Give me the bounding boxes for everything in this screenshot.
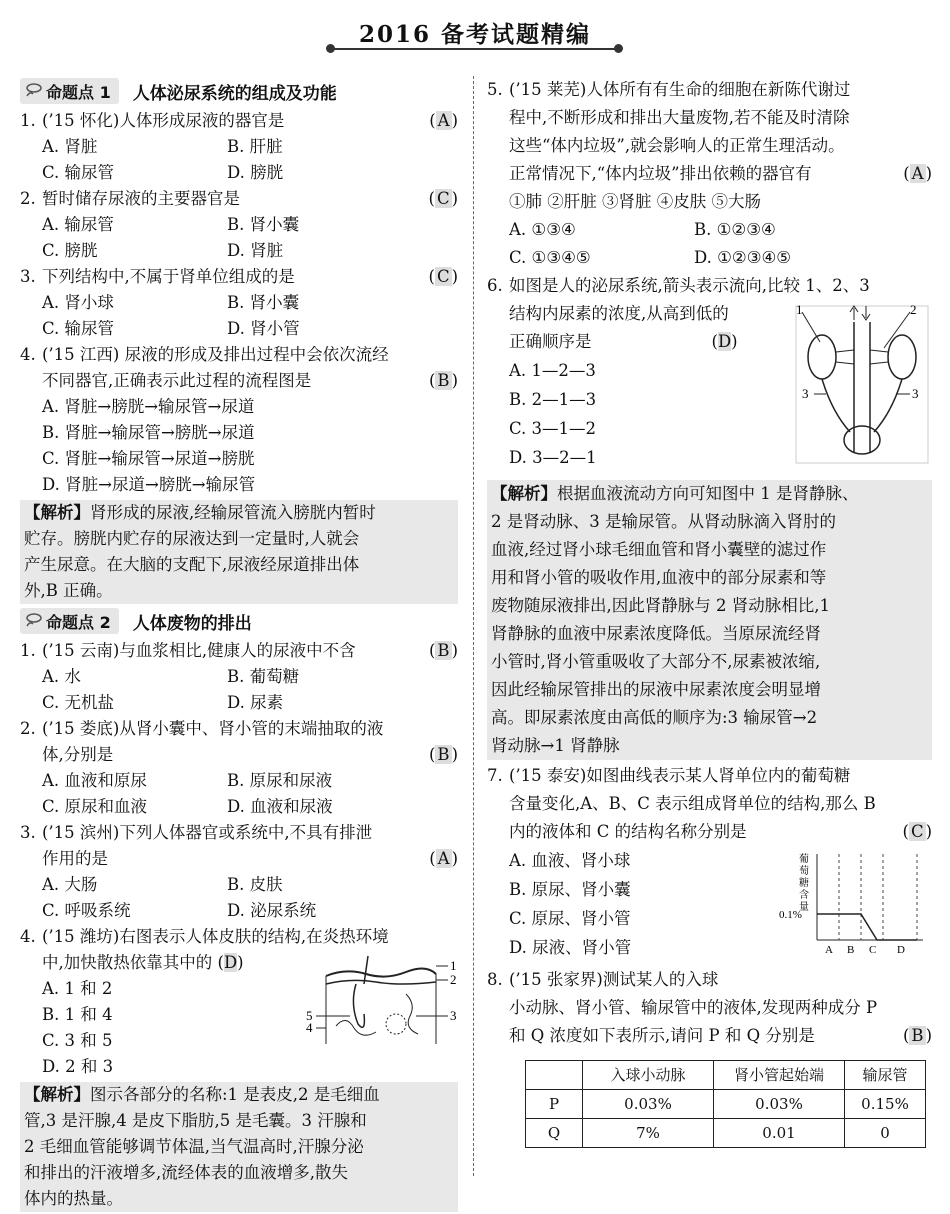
topic-1-heading bbox=[20, 76, 458, 106]
option: C. 输尿管 bbox=[42, 163, 115, 182]
table-cell: 7% bbox=[583, 1119, 714, 1148]
option: D. 2 和 3 bbox=[42, 1057, 114, 1076]
question-number: 2. bbox=[20, 719, 36, 738]
question bbox=[20, 108, 458, 186]
graph-ytick: 0.1% bbox=[779, 909, 802, 921]
graph-ylabel-char: 糖 bbox=[799, 878, 809, 889]
question-stem: 中,加快散热依靠其中的 bbox=[42, 953, 213, 972]
option: B. 皮肤 bbox=[227, 875, 283, 894]
option: C. ①③④⑤ bbox=[509, 248, 591, 267]
explanation-label: 【解析】 bbox=[24, 503, 90, 522]
page-header bbox=[0, 8, 950, 56]
explanation-line: 血液,经过肾小球毛细血管和肾小囊壁的滤过作 bbox=[491, 540, 827, 559]
question bbox=[20, 264, 458, 342]
glucose-graph bbox=[777, 848, 927, 958]
question-stem: (’15 莱芜)人体所有有生命的细胞在新陈代谢过 bbox=[509, 80, 851, 99]
option: B. 肝脏 bbox=[227, 137, 283, 156]
figure-label: 1 bbox=[450, 958, 457, 973]
table-row bbox=[526, 1090, 926, 1119]
option: B. 2—1—3 bbox=[509, 390, 597, 409]
option: A. 肾小球 bbox=[42, 293, 114, 312]
answer: ( B ) bbox=[428, 745, 458, 764]
explanation-line: 2 毛细血管能够调节体温,当气温高时,汗腺分泌 bbox=[24, 1137, 364, 1156]
answer-letter: D bbox=[223, 953, 238, 972]
question-stem: (’15 云南)与血浆相比,健康人的尿液中不含 bbox=[42, 641, 356, 660]
graph-ylabel-char: 葡 bbox=[799, 854, 809, 865]
table-header: 输尿管 bbox=[845, 1061, 926, 1090]
answer-letter: A bbox=[911, 164, 924, 183]
concentration-table bbox=[525, 1060, 926, 1148]
explanation bbox=[20, 500, 458, 604]
explanation-line: 肾形成的尿液,经输尿管流入膀胱内暂时 bbox=[90, 503, 376, 522]
option: A. ①③④ bbox=[509, 220, 576, 239]
figure-label: 2 bbox=[450, 972, 457, 987]
topic-2-badge bbox=[20, 608, 119, 634]
table-header bbox=[526, 1061, 583, 1090]
option: A. 水 bbox=[42, 667, 81, 686]
question bbox=[20, 342, 458, 498]
question-stem: (’15 张家界)测试某人的入球 bbox=[509, 970, 719, 989]
pen-icon bbox=[24, 612, 42, 630]
option: C. 3 和 5 bbox=[42, 1031, 113, 1050]
topic-1-title: 人体泌尿系统的组成及功能 bbox=[132, 83, 337, 104]
option: D. 尿液、肾小管 bbox=[509, 938, 632, 957]
right-column bbox=[487, 76, 932, 1148]
question bbox=[20, 716, 458, 820]
table-cell: 0 bbox=[845, 1119, 926, 1148]
explanation-line: 产生尿意。在大脑的支配下,尿液经尿道排出体 bbox=[24, 555, 360, 574]
option: D. 血液和尿液 bbox=[227, 797, 333, 816]
answer-letter: B bbox=[437, 371, 450, 390]
option: B. 原尿、肾小囊 bbox=[509, 880, 631, 899]
left-column bbox=[20, 76, 458, 1214]
option: B. 肾小囊 bbox=[227, 293, 300, 312]
explanation-line: 废物随尿液排出,因此肾静脉与 2 肾动脉相比,1 bbox=[491, 596, 830, 615]
answer: ( B ) bbox=[902, 1026, 932, 1045]
question-stem: 作用的是 bbox=[42, 849, 108, 868]
question-number: 3. bbox=[20, 267, 36, 286]
question: 4. (’15 潍坊)右图表示人体皮肤的结构,在炎热环境 中,加快散热依靠其中的 (D) A. 1 和 2 B. 1 和 4 C. 3 和 5 D. 2 和 3 1 2 3 4 5 bbox=[20, 924, 458, 1080]
question-stem: 正确顺序是 bbox=[509, 332, 592, 351]
graph-ylabel-char: 萄 bbox=[799, 866, 809, 877]
answer-letter: B bbox=[437, 745, 450, 764]
question bbox=[487, 966, 932, 1148]
topic-2-heading bbox=[20, 606, 458, 636]
question-number: 1. bbox=[20, 641, 36, 660]
answer-letter: A bbox=[437, 849, 450, 868]
option: C. 肾脏→输尿管→尿道→膀胱 bbox=[42, 449, 255, 468]
option: B. ①②③④ bbox=[694, 220, 776, 239]
explanation-line: 因此经输尿管排出的尿液中尿素浓度会明显增 bbox=[491, 680, 821, 699]
question-number: 7. bbox=[487, 766, 503, 785]
answer: ( B ) bbox=[428, 641, 458, 660]
question-stem: (’15 滨州)下列人体器官或系统中,不具有排泄 bbox=[42, 823, 373, 842]
explanation-line: 用和肾小管的吸收作用,血液中的部分尿素和等 bbox=[491, 568, 827, 587]
answer-letter: B bbox=[437, 641, 450, 660]
question-stem: 小动脉、肾小管、输尿管中的液体,发现两种成分 P bbox=[509, 998, 878, 1017]
table-cell: Q bbox=[526, 1119, 583, 1148]
option: D. 泌尿系统 bbox=[227, 901, 317, 920]
explanation-label: 【解析】 bbox=[24, 1085, 90, 1104]
header-dot-right bbox=[614, 44, 623, 53]
option: C. 呼吸系统 bbox=[42, 901, 131, 920]
question-stem: (’15 怀化)人体形成尿液的器官是 bbox=[42, 111, 285, 130]
answer-letter: A bbox=[437, 111, 450, 130]
explanation-line: 高。即尿素浓度由高低的顺序为:3 输尿管→2 bbox=[491, 708, 818, 727]
option: D. 肾脏→尿道→膀胱→输尿管 bbox=[42, 475, 256, 494]
table-cell: P bbox=[526, 1090, 583, 1119]
graph-xtick: B bbox=[847, 944, 855, 956]
explanation-line: 肾动脉→1 肾静脉 bbox=[491, 736, 620, 755]
answer: ( A ) bbox=[903, 164, 932, 183]
explanation-line: 2 是肾动脉、3 是输尿管。从肾动脉滴入肾肘的 bbox=[491, 512, 836, 531]
option: B. 葡萄糖 bbox=[227, 667, 300, 686]
option: A. 1 和 2 bbox=[42, 979, 113, 998]
question-stem: 下列结构中,不属于肾单位组成的是 bbox=[42, 267, 295, 286]
question-stem: (’15 娄底)从肾小囊中、肾小管的末端抽取的液 bbox=[42, 719, 384, 738]
question-stem: 内的液体和 C 的结构名称分别是 bbox=[509, 822, 747, 841]
question-stem: 含量变化,A、B、C 表示组成肾单位的结构,那么 B bbox=[509, 794, 876, 813]
skin-structure-figure bbox=[306, 954, 458, 1054]
table-cell: 0.03% bbox=[583, 1090, 714, 1119]
question-number: 3. bbox=[20, 823, 36, 842]
table-cell: 0.03% bbox=[714, 1090, 845, 1119]
question bbox=[487, 762, 932, 962]
urinary-system-figure bbox=[792, 302, 932, 467]
figure-label: 3 bbox=[912, 386, 919, 401]
page-title: 2016 备考试题精编 bbox=[358, 21, 592, 48]
answer-letter: B bbox=[911, 1026, 924, 1045]
explanation bbox=[20, 1082, 458, 1212]
question: 6. 如图是人的泌尿系统,箭头表示流向,比较 1、2、3 结构内尿素的浓度,从高到低的 正确顺序是 (D) A. 1—2—3 B. 2—1—3 C. 3—1—2 D. 3—2—1 1 2 3 3 bbox=[487, 272, 932, 472]
answer-letter: C bbox=[436, 189, 450, 208]
graph-xtick: D bbox=[897, 944, 905, 956]
explanation-line: 小管时,肾小管重吸收了大部分不,尿素被浓缩, bbox=[491, 652, 821, 671]
option: D. 尿素 bbox=[227, 693, 284, 712]
figure-label: 4 bbox=[306, 1020, 313, 1035]
question-stem: 和 Q 浓度如下表所示,请问 P 和 Q 分别是 bbox=[509, 1026, 815, 1045]
option: D. 膀胱 bbox=[227, 163, 284, 182]
question-stem: (’15 江西) 尿液的形成及排出过程中会依次流经 bbox=[42, 345, 389, 364]
figure-label: 1 bbox=[796, 302, 803, 317]
answer-letter: C bbox=[436, 267, 450, 286]
graph-ylabel-char: 含 bbox=[799, 890, 809, 901]
answer: ( A ) bbox=[429, 111, 458, 130]
table-header: 入球小动脉 bbox=[583, 1061, 714, 1090]
option: C. 原尿、肾小管 bbox=[509, 909, 631, 928]
choice-items: ①肺 ②肝脏 ③肾脏 ④皮肤 ⑤大肠 bbox=[509, 192, 761, 211]
explanation-line: 肾静脉的血液中尿素浓度降低。当原尿流经肾 bbox=[491, 624, 821, 643]
question-number: 2. bbox=[20, 189, 36, 208]
option: C. 无机盐 bbox=[42, 693, 115, 712]
answer: ( C ) bbox=[428, 189, 458, 208]
question-stem: 暂时储存尿液的主要器官是 bbox=[42, 189, 240, 208]
table-cell: 0.01 bbox=[714, 1119, 845, 1148]
option: A. 肾脏→膀胱→输尿管→尿道 bbox=[42, 397, 255, 416]
topic-2-badge-label: 命题点 2 bbox=[46, 612, 111, 632]
option: C. 原尿和血液 bbox=[42, 797, 148, 816]
explanation-line: 图示各部分的名称:1 是表皮,2 是毛细血 bbox=[90, 1085, 380, 1104]
answer: ( C ) bbox=[902, 822, 932, 841]
question bbox=[487, 76, 932, 272]
option: D. 肾小管 bbox=[227, 319, 300, 338]
option: D. 肾脏 bbox=[227, 241, 284, 260]
pen-icon bbox=[24, 82, 42, 100]
figure-label: 3 bbox=[450, 1008, 457, 1023]
question bbox=[20, 638, 458, 716]
graph-ylabel-char: 量 bbox=[799, 902, 809, 913]
question-stem: 这些“体内垃圾”,就会影响人的正常生理活动。 bbox=[509, 136, 845, 155]
option: A. 血液和原尿 bbox=[42, 771, 147, 790]
question-number: 5. bbox=[487, 80, 503, 99]
explanation-line: 体内的热量。 bbox=[24, 1189, 123, 1208]
option: C. 3—1—2 bbox=[509, 419, 597, 438]
option: B. 肾小囊 bbox=[227, 215, 300, 234]
table-header-row bbox=[526, 1061, 926, 1090]
question-number: 6. bbox=[487, 276, 503, 295]
question-stem: 程中,不断形成和排出大量废物,若不能及时清除 bbox=[509, 108, 850, 127]
option: C. 膀胱 bbox=[42, 241, 98, 260]
option: D. 3—2—1 bbox=[509, 448, 597, 467]
column-divider bbox=[473, 76, 474, 1176]
option: A. 大肠 bbox=[42, 875, 98, 894]
question-number: 8. bbox=[487, 970, 503, 989]
question-stem: 体,分别是 bbox=[42, 745, 114, 764]
question-stem: 结构内尿素的浓度,从高到低的 bbox=[509, 304, 729, 323]
question bbox=[20, 186, 458, 264]
question bbox=[20, 820, 458, 924]
question-number: 4. bbox=[20, 345, 36, 364]
table-row bbox=[526, 1119, 926, 1148]
answer-letter: C bbox=[910, 822, 924, 841]
option: B. 1 和 4 bbox=[42, 1005, 113, 1024]
figure-label: 3 bbox=[802, 386, 809, 401]
option: A. 1—2—3 bbox=[509, 361, 596, 380]
explanation bbox=[487, 480, 932, 760]
answer: ( C ) bbox=[428, 267, 458, 286]
option: B. 原尿和尿液 bbox=[227, 771, 333, 790]
explanation-label: 【解析】 bbox=[491, 484, 557, 503]
table-header: 肾小管起始端 bbox=[714, 1061, 845, 1090]
explanation-line: 根据血液流动方向可知图中 1 是肾静脉、 bbox=[557, 484, 859, 503]
explanation-line: 管,3 是汗腺,4 是皮下脂肪,5 是毛囊。3 汗腺和 bbox=[24, 1111, 367, 1130]
explanation-line: 外,B 正确。 bbox=[24, 581, 113, 600]
option: B. 肾脏→输尿管→膀胱→尿道 bbox=[42, 423, 255, 442]
option: A. 血液、肾小球 bbox=[509, 851, 631, 870]
graph-xtick: A bbox=[825, 944, 833, 956]
question-number: 4. bbox=[20, 927, 36, 946]
explanation-line: 贮存。膀胱内贮存的尿液达到一定量时,人就会 bbox=[24, 529, 360, 548]
topic-2-title: 人体废物的排出 bbox=[132, 613, 252, 634]
topic-1-badge-label: 命题点 1 bbox=[46, 82, 111, 102]
question-stem: (’15 泰安)如图曲线表示某人肾单位内的葡萄糖 bbox=[509, 766, 851, 785]
topic-1-badge bbox=[20, 78, 119, 104]
explanation-line: 和排出的汗液增多,流经体表的血液增多,散失 bbox=[24, 1163, 348, 1182]
question-number: 1. bbox=[20, 111, 36, 130]
header-rule bbox=[330, 48, 620, 50]
option: D. ①②③④⑤ bbox=[694, 248, 792, 267]
option: A. 肾脏 bbox=[42, 137, 98, 156]
question-stem: 不同器官,正确表示此过程的流程图是 bbox=[42, 371, 312, 390]
table-cell: 0.15% bbox=[845, 1090, 926, 1119]
question-stem: 如图是人的泌尿系统,箭头表示流向,比较 1、2、3 bbox=[509, 276, 870, 295]
answer-letter: D bbox=[717, 332, 732, 351]
answer: ( A ) bbox=[429, 849, 458, 868]
figure-label: 5 bbox=[306, 1008, 313, 1023]
option: A. 输尿管 bbox=[42, 215, 114, 234]
figure-label: 2 bbox=[910, 302, 917, 317]
question-stem: (’15 潍坊)右图表示人体皮肤的结构,在炎热环境 bbox=[42, 927, 389, 946]
answer: ( B ) bbox=[428, 371, 458, 390]
graph-xtick: C bbox=[869, 944, 877, 956]
option: C. 输尿管 bbox=[42, 319, 115, 338]
question-stem: 正常情况下,“体内垃圾”排出依赖的器官有 bbox=[509, 164, 812, 183]
